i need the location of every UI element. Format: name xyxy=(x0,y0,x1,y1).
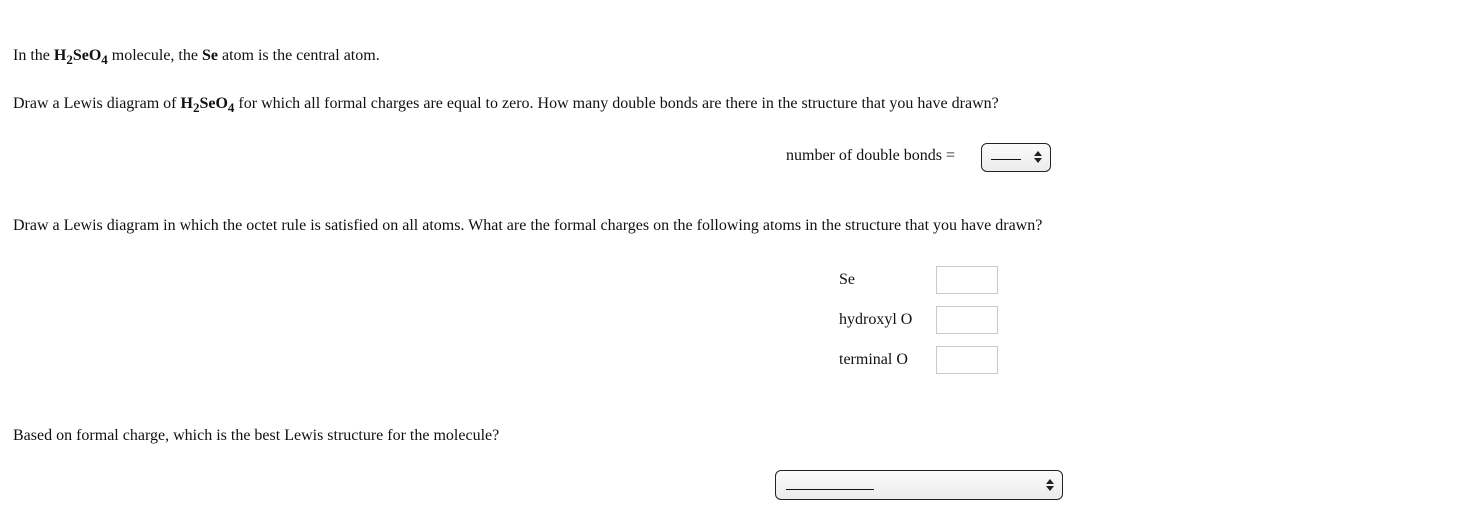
updown-arrows-icon xyxy=(1046,479,1054,491)
select-blank xyxy=(786,489,874,490)
select-blank xyxy=(991,159,1021,160)
double-bond-question: Draw a Lewis diagram of $H_2SeO_4$ for which all formal charges are equal to zero. How many double bonds are there in the structure that you have drawn? xyxy=(13,95,999,115)
best-structure-question: Based on formal charge, which is the best Lewis structure for the molecule? xyxy=(13,427,500,444)
se-label: Se xyxy=(839,271,855,288)
double-bonds-label: number of double bonds = xyxy=(786,147,955,164)
updown-arrows-icon xyxy=(1034,151,1042,163)
formal-charge-question: Draw a Lewis diagram in which the octet rule is satisfied on all atoms. What are the formal charges on the following atoms in the structure that you have drawn? xyxy=(13,217,1043,234)
se-charge-input[interactable] xyxy=(936,266,998,294)
intro-sentence: In the $H_2SeO_4$ molecule, the Se atom is the central atom. xyxy=(13,47,380,67)
best-structure-select[interactable] xyxy=(775,470,1063,500)
formula: $H_2SeO_4$ xyxy=(180,95,235,115)
central-atom-symbol: Se xyxy=(201,47,218,64)
double-bonds-select[interactable] xyxy=(981,143,1051,172)
formula: $H_2SeO_4$ xyxy=(53,47,108,67)
terminal-o-label: terminal O xyxy=(839,351,908,368)
hydroxyl-o-label: hydroxyl O xyxy=(839,311,913,328)
hydroxyl-o-charge-input[interactable] xyxy=(936,306,998,334)
terminal-o-charge-input[interactable] xyxy=(936,346,998,374)
